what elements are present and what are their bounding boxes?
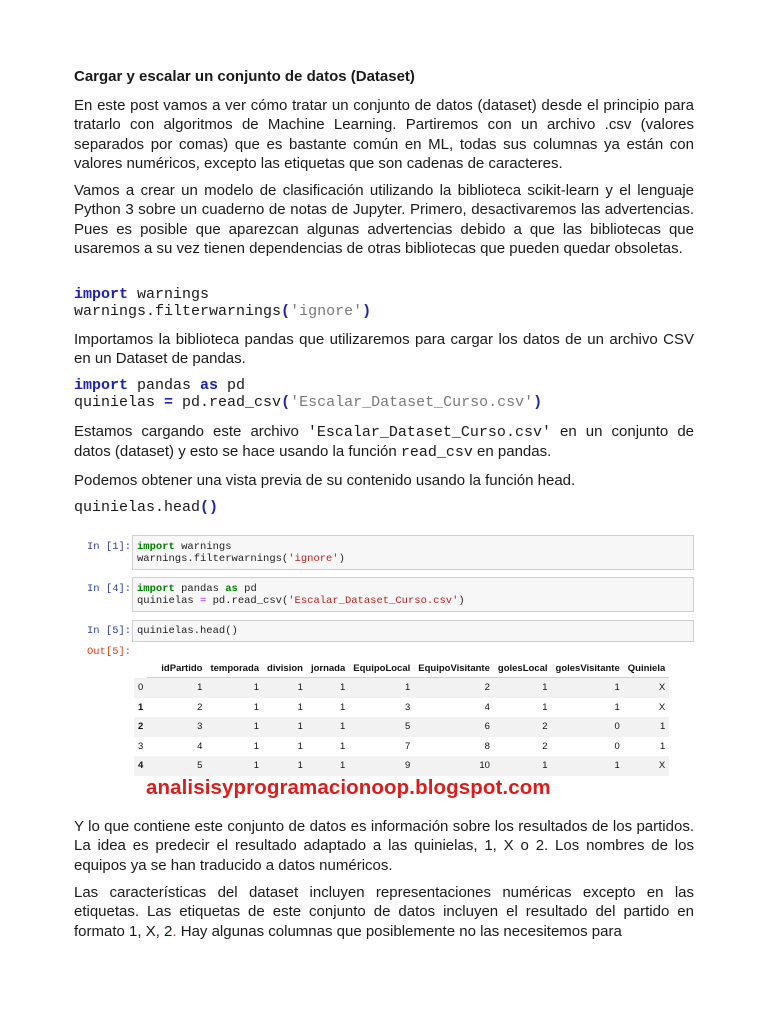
table-cell: 1 <box>542 701 548 713</box>
table-cell: 2 <box>197 701 203 713</box>
row-index: 2 <box>134 717 147 737</box>
paragraph-contents <box>74 817 694 875</box>
paragraph-text: Vamos a crear un modelo de clasificación utilizando la biblioteca scikit-learn y el lenguaje Python 3 sobre un cuaderno de notas de Jupyter. Primero, desactivaremos las advertencias. Pues es posible que aparezcan algunas advertencias debido a que las bibliotecas que usaremos a su vez tienen dependencias de otras bibliotecas que pueden quedar obsoletas. <box>74 182 694 257</box>
cell-prompt: In [1]: <box>87 541 132 553</box>
table-cell: 1 <box>263 756 307 776</box>
code-string: 'ignore' <box>290 303 363 320</box>
code-block-head <box>74 499 218 516</box>
table-cell: 0 <box>552 717 624 737</box>
code-paren: () <box>200 499 219 516</box>
paragraph-model <box>74 181 694 258</box>
nb-text: ) <box>458 595 465 607</box>
code-text: pd <box>218 377 246 394</box>
table-row <box>134 717 669 737</box>
nb-text: quinielas <box>137 595 201 607</box>
notebook-input-cell <box>132 577 694 612</box>
table-cell: X <box>658 701 666 713</box>
table-cell: 1 <box>206 717 263 737</box>
nb-text: pd <box>237 583 257 595</box>
paragraph-text: En este post vamos a ver cómo tratar un conjunto de datos (dataset) desde el principio para tratarlo con algoritmos de Machine Learning. Partiremos con un archivo .csv (valores separados por comas) que es bastante común en ML, todas sus columnas ya están con valores numéricos, excepto las etiquetas que son cadenas de caracteres. <box>74 97 694 172</box>
table-cell: 1 <box>297 701 303 713</box>
table-cell: 1 <box>253 701 260 713</box>
code-keyword: import <box>74 377 129 394</box>
table-cell: 4 <box>197 740 203 752</box>
table-cell: 1 <box>206 756 263 776</box>
table-cell: 2 <box>414 678 494 698</box>
code-text: quinielas.head <box>74 499 201 516</box>
table-cell: 1 <box>253 740 260 752</box>
table-header-cell: golesVisitante <box>552 659 624 678</box>
code-string: 'Escalar_Dataset_Curso.csv' <box>290 394 534 411</box>
table-header-cell: Quiniela <box>624 659 669 678</box>
nb-string: 'ignore' <box>288 553 339 565</box>
row-index: 0 <box>134 678 147 698</box>
nb-string: 'Escalar_Dataset_Curso.csv' <box>288 595 459 607</box>
table-cell: 1 <box>552 756 624 776</box>
code-block-warnings <box>74 286 371 320</box>
table-cell: 5 <box>349 717 414 737</box>
nb-text: warnings.filterwarnings( <box>137 553 289 565</box>
table-cell: 1 <box>307 756 349 776</box>
table-header-cell: EquipoVisitante <box>414 659 494 678</box>
code-keyword: import <box>74 286 129 303</box>
paragraph-text-part: en pandas. <box>472 443 552 461</box>
table-cell: 1 <box>307 717 349 737</box>
table-cell: 1 <box>297 740 303 752</box>
table-cell: 1 <box>339 740 346 752</box>
nb-operator: = <box>200 595 207 607</box>
paragraph-text: Importamos la biblioteca pandas que utilizaremos para cargar los datos de un archivo CSV en un Dataset de pandas. <box>74 331 694 368</box>
paragraph-intro <box>74 96 694 173</box>
paragraph-text-part: Las características del dataset incluyen representaciones numéricas excepto en las etiquetas. Las etiquetas de este conjunto de datos incluyen el resultado del partido en formato 1, X, 2 <box>74 884 694 940</box>
nb-text: warnings <box>174 541 232 553</box>
table-cell: 1 <box>339 701 346 713</box>
red-period: . <box>172 922 177 940</box>
nb-keyword: as <box>225 583 238 595</box>
dataframe-table <box>134 659 669 776</box>
table-cell: 1 <box>307 678 349 698</box>
code-block-pandas <box>74 377 542 411</box>
table-header-cell: jornada <box>307 659 349 678</box>
paragraph-text <box>74 883 694 941</box>
row-index: 3 <box>138 740 144 752</box>
table-cell: 5 <box>147 756 206 776</box>
table-row <box>134 678 669 698</box>
code-keyword: as <box>200 377 219 394</box>
table-header-row <box>134 659 669 678</box>
table-cell: 9 <box>349 756 414 776</box>
table-cell: 3 <box>147 717 206 737</box>
cell-prompt: In [4]: <box>87 583 132 595</box>
table-cell: 2 <box>542 740 548 752</box>
table-header-cell <box>134 659 147 678</box>
paragraph-features <box>74 883 694 941</box>
table-cell: 1 <box>494 678 552 698</box>
table-cell: 6 <box>414 717 494 737</box>
inline-code: 'Escalar_Dataset_Curso.csv' <box>307 424 551 441</box>
notebook-input-cell: quinielas.head() <box>132 620 694 642</box>
table-header-cell: golesLocal <box>494 659 552 678</box>
nb-text: pandas <box>174 583 226 595</box>
table-cell: 0 <box>614 740 620 752</box>
table-row <box>134 756 669 776</box>
table-cell: 1 <box>552 678 624 698</box>
notebook-screenshot <box>82 533 694 805</box>
table-cell: 1 <box>624 717 669 737</box>
document-title: Cargar y escalar un conjunto de datos (Dataset) <box>74 68 415 85</box>
code-text: warnings <box>128 286 210 303</box>
inline-code: read_csv <box>400 444 473 462</box>
paragraph-text: Y lo que contiene este conjunto de datos es información sobre los resultados de los partidos. La idea es predecir el resultado adaptado a las quinielas, 1, X o 2. Los nombres de los equipos ya se han traducido a datos numéricos. <box>74 818 694 874</box>
table-row <box>134 698 669 718</box>
paragraph-loading <box>74 422 694 463</box>
paragraph-text <box>74 422 694 463</box>
table-cell: 1 <box>206 678 263 698</box>
row-index: 1 <box>138 701 144 713</box>
table-cell: 1 <box>659 740 666 752</box>
code-paren: ( <box>281 394 291 411</box>
cell-output-prompt: Out[5]: <box>87 646 132 658</box>
paragraph-text-part: Estamos cargando este archivo <box>74 423 308 440</box>
code-text: quinielas <box>74 394 165 411</box>
code-text: warnings.filterwarnings <box>74 303 282 320</box>
paragraph-text-part: en un conjunto de datos (dataset) y esto se hace usando la función <box>74 423 695 461</box>
table-cell: 1 <box>263 717 307 737</box>
table-cell: 1 <box>147 678 206 698</box>
nb-keyword: import <box>137 583 175 595</box>
table-header-cell: temporada <box>206 659 263 678</box>
nb-text: ) <box>338 553 345 565</box>
table-header-cell: EquipoLocal <box>349 659 414 678</box>
table-header-cell: division <box>263 659 307 678</box>
paragraph-text-part: Hay algunas columnas que posiblemente no las necesitemos para <box>176 922 622 940</box>
paragraph-preview <box>74 471 694 490</box>
notebook-input-cell <box>132 535 694 570</box>
table-cell: 2 <box>494 717 552 737</box>
nb-text: pd.read_csv( <box>206 595 289 607</box>
table-cell: 1 <box>349 678 414 698</box>
table-cell: 10 <box>414 756 494 776</box>
table-cell: 4 <box>484 701 490 713</box>
code-text: pandas <box>128 377 201 394</box>
cell-prompt: In [5]: <box>87 625 132 637</box>
table-cell: X <box>624 756 669 776</box>
table-cell: 1 <box>263 678 307 698</box>
table-cell: 8 <box>484 740 490 752</box>
row-index: 4 <box>134 756 147 776</box>
table-cell: 1 <box>494 756 552 776</box>
code-text: pd.read_csv <box>173 394 282 411</box>
code-paren: ) <box>533 394 543 411</box>
table-cell: 1 <box>614 701 620 713</box>
paragraph-text: Podemos obtener una vista previa de su contenido usando la función head. <box>74 472 576 489</box>
code-operator: = <box>164 394 174 411</box>
table-cell: 3 <box>404 701 411 713</box>
code-paren: ( <box>281 303 291 320</box>
paragraph-pandas <box>74 330 694 369</box>
table-cell: X <box>624 678 669 698</box>
code-paren: ) <box>362 303 372 320</box>
blog-watermark: analisisyprogramacionoop.blogspot.com <box>146 776 551 799</box>
table-header-cell: idPartido <box>147 659 206 678</box>
table-cell: 7 <box>404 740 411 752</box>
table-row <box>134 737 669 757</box>
nb-keyword: import <box>137 541 175 553</box>
